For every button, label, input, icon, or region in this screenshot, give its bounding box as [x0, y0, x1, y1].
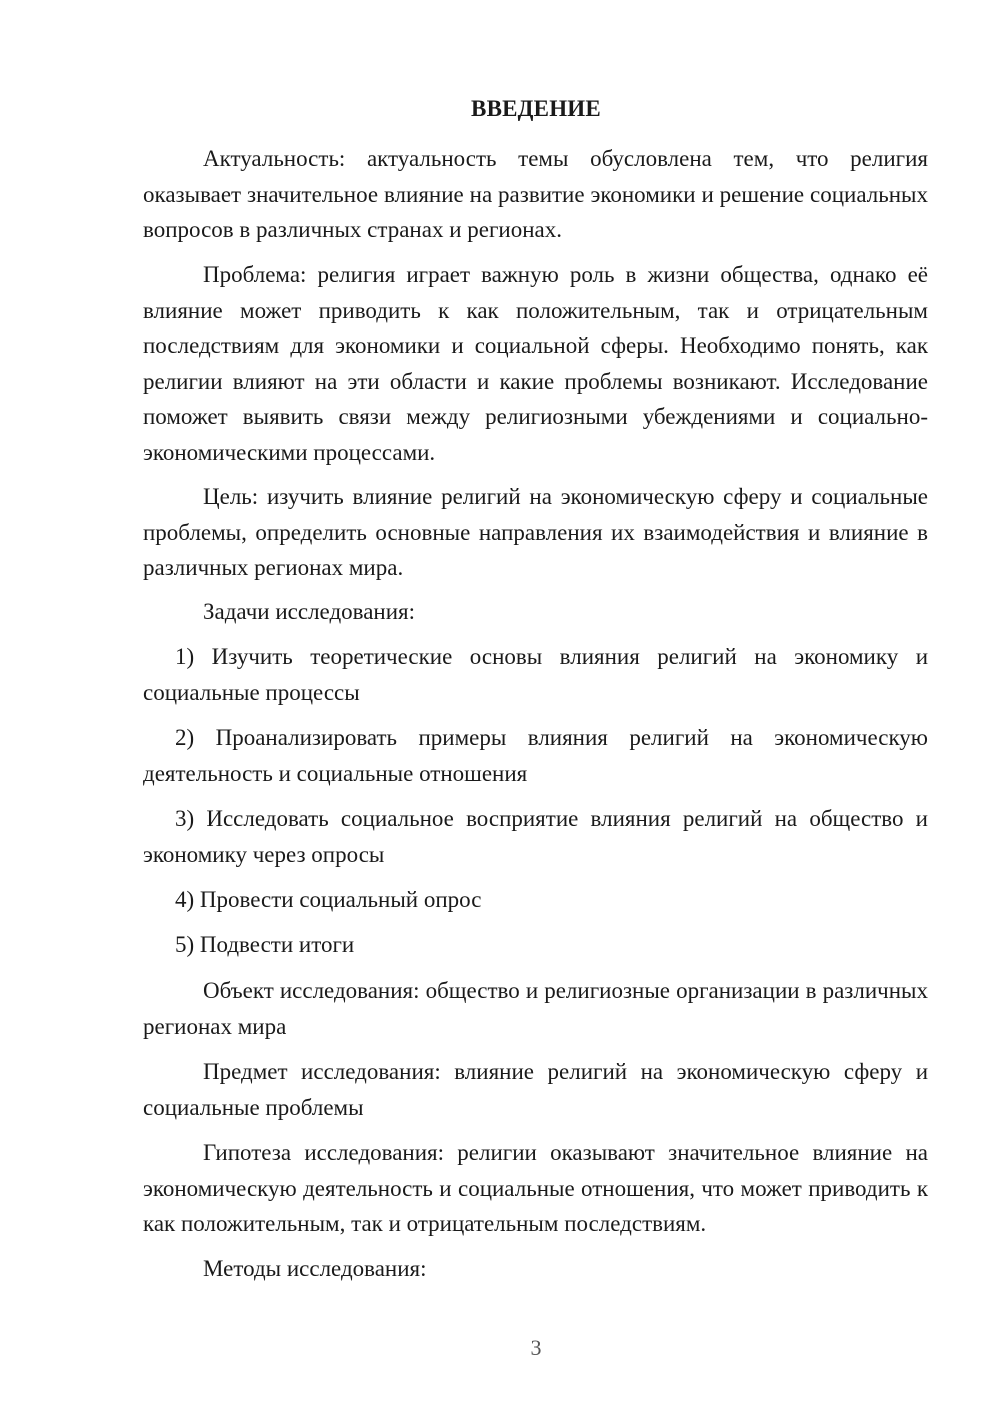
page-number: 3	[530, 1335, 542, 1360]
paragraph-object: Объект исследования: общество и религиозные организации в различных регионах мира	[143, 978, 928, 1039]
paragraph-problem: Проблема: религия играет важную роль в жизни общества, однако её влияние может приводить к как положительным, так и отрицательным последствиям для экономики и социальной сферы. Необходимо понять, как религии влияют на эти области и какие проблемы возникают. Исследование поможет выявить связи между религиозными убеждениями и социально-экономическими процессами.	[143, 262, 928, 465]
task-item-5: 5) Подвести итоги	[175, 932, 355, 957]
task-item-1: 1) Изучить теоретические основы влияния религий на экономику и социальные процессы	[143, 644, 928, 705]
paragraph-methods: Методы исследования:	[203, 1256, 427, 1281]
paragraph-goal: Цель: изучить влияние религий на экономическую сферу и социальные проблемы, определить основные направления их взаимодействия и влияние в различных регионах мира.	[143, 484, 928, 580]
task-item-4: 4) Провести социальный опрос	[175, 887, 482, 912]
page-heading: ВВЕДЕНИЕ	[471, 96, 601, 121]
paragraph-hypothesis: Гипотеза исследования: религии оказывают значительное влияние на экономическую деятельность и социальные отношения, что может приводить к как положительным, так и отрицательным последствиям.	[143, 1140, 928, 1236]
paragraph-tasks-heading: Задачи исследования:	[203, 599, 416, 624]
paragraph-relevance: Актуальность: актуальность темы обусловлена тем, что религия оказывает значительное влияние на развитие экономики и решение социальных вопросов в различных странах и регионах.	[143, 146, 928, 242]
task-item-2: 2) Проанализировать примеры влияния религий на экономическую деятельность и социальные отношения	[143, 725, 928, 786]
task-item-3: 3) Исследовать социальное восприятие влияния религий на общество и экономику через опросы	[143, 806, 928, 867]
paragraph-subject: Предмет исследования: влияние религий на экономическую сферу и социальные проблемы	[143, 1059, 928, 1120]
